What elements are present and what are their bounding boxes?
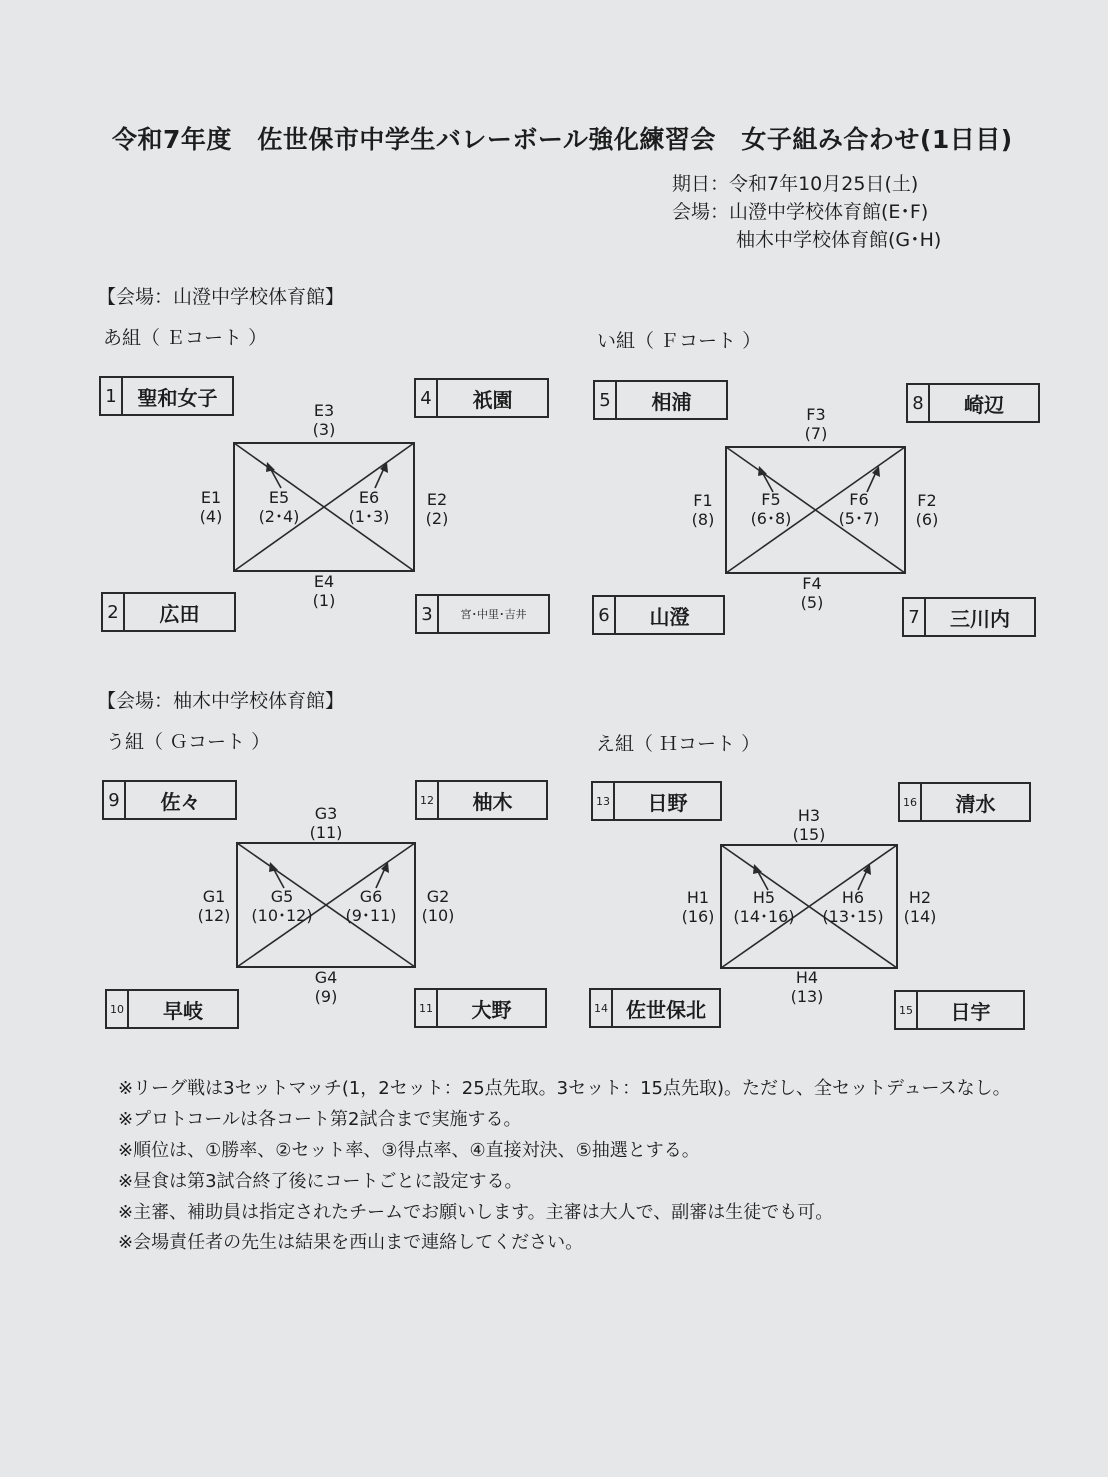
referee-team: (3) xyxy=(312,420,336,439)
referee-team: (1) xyxy=(312,591,336,610)
referee-team: (9) xyxy=(314,987,338,1006)
team-name: 佐々 xyxy=(160,789,201,814)
team-number: 8 xyxy=(908,385,930,421)
match-code: H1 xyxy=(686,888,710,907)
team-box xyxy=(102,780,237,820)
referee-team: (13) xyxy=(790,987,824,1006)
team-name: 聖和女子 xyxy=(137,385,218,410)
referee-team: (9･11) xyxy=(345,906,397,925)
team-number: 4 xyxy=(416,380,438,416)
match-code: E4 xyxy=(313,572,335,591)
team-box xyxy=(902,597,1036,637)
team-name: 清水 xyxy=(955,791,996,816)
team-name: 柚木 xyxy=(472,789,513,814)
match-code: F1 xyxy=(693,491,713,510)
referee-team: (1･3) xyxy=(348,507,390,526)
referee-team: (10) xyxy=(421,906,455,925)
team-name: 広田 xyxy=(159,601,200,626)
match-code: H2 xyxy=(908,888,932,907)
team-number: 13 xyxy=(593,783,615,819)
match-code: G4 xyxy=(314,968,338,987)
court-diagram-h xyxy=(681,806,937,1006)
match-code: E5 xyxy=(268,488,290,507)
match-code: H4 xyxy=(795,968,819,987)
team-number: 16 xyxy=(900,784,922,820)
team-number: 2 xyxy=(103,594,125,630)
team-name: 相浦 xyxy=(651,389,692,414)
court-diagram-g xyxy=(197,804,455,1006)
team-number: 5 xyxy=(595,382,617,418)
match-code: G2 xyxy=(426,887,450,906)
referee-team: (6) xyxy=(915,510,939,529)
team-box xyxy=(415,780,548,820)
venue-heading-yamazumi: 【会場：山澄中学校体育館】 xyxy=(97,286,345,308)
note-line: ※リーグ戦は3セットマッチ(1，2セット：25点先取。3セット：15点先取)。ただし、全セットデュースなし。 xyxy=(118,1078,1011,1099)
match-code: G6 xyxy=(359,887,383,906)
team-box xyxy=(414,988,547,1028)
team-box xyxy=(593,380,728,420)
referee-team: (13･15) xyxy=(822,907,884,926)
group-label-e: え組（ Ｈコート ） xyxy=(596,733,761,755)
referee-team: (6･8) xyxy=(750,509,792,528)
document-title: 令和7年度 佐世保市中学生バレーボール強化練習会 女子組み合わせ(1日目) xyxy=(112,125,1013,154)
team-number: 1 xyxy=(101,378,123,414)
team-number: 15 xyxy=(896,992,918,1028)
venue-heading-yunoki: 【会場：柚木中学校体育館】 xyxy=(97,690,345,712)
team-number: 6 xyxy=(594,597,616,633)
team-number: 12 xyxy=(417,782,439,818)
team-name: 宮･中里･吉井 xyxy=(460,608,527,621)
referee-team: (14) xyxy=(903,907,937,926)
referee-team: (12) xyxy=(197,906,231,925)
group-label-i: い組（ Ｆコート ） xyxy=(597,330,762,352)
referee-team: (10･12) xyxy=(251,906,313,925)
referee-team: (14･16) xyxy=(733,907,795,926)
team-box xyxy=(415,594,550,634)
referee-team: (5･7) xyxy=(838,509,880,528)
referee-team: (8) xyxy=(691,510,715,529)
court-diagram-e xyxy=(199,401,449,610)
team-box xyxy=(589,988,721,1028)
team-box xyxy=(898,782,1031,822)
note-line: ※会場責任者の先生は結果を西山まで連絡してください。 xyxy=(118,1232,584,1253)
match-code: H3 xyxy=(797,806,821,825)
match-code: H6 xyxy=(841,888,865,907)
match-code: F5 xyxy=(761,490,781,509)
referee-team: (15) xyxy=(792,825,826,844)
referee-team: (11) xyxy=(309,823,343,842)
match-code: F4 xyxy=(802,574,822,593)
court-diagram-f xyxy=(691,405,939,612)
referee-team: (4) xyxy=(199,507,223,526)
match-code: G1 xyxy=(202,887,226,906)
team-number: 9 xyxy=(104,782,126,818)
team-box xyxy=(592,595,725,635)
team-name: 佐世保北 xyxy=(626,997,706,1022)
match-code: E3 xyxy=(313,401,335,420)
match-code: H5 xyxy=(752,888,776,907)
team-box xyxy=(591,781,722,821)
match-code: G5 xyxy=(270,887,294,906)
match-code: E1 xyxy=(200,488,222,507)
team-name: 早岐 xyxy=(163,998,203,1023)
match-code: E6 xyxy=(358,488,380,507)
team-number: 10 xyxy=(107,991,129,1027)
team-name: 山澄 xyxy=(649,604,690,629)
team-box xyxy=(105,989,239,1029)
group-label-u: う組（ Ｇコート ） xyxy=(106,731,271,753)
team-name: 崎辺 xyxy=(964,392,1004,417)
team-number: 11 xyxy=(416,990,438,1026)
venue-line-2: 柚木中学校体育館(G･H) xyxy=(736,229,942,251)
team-number: 3 xyxy=(417,596,439,632)
group-label-a: あ組（ Ｅコート ） xyxy=(103,327,268,349)
team-number: 7 xyxy=(904,599,926,635)
match-code: F2 xyxy=(917,491,937,510)
team-box xyxy=(414,378,549,418)
match-code: G3 xyxy=(314,804,338,823)
note-line: ※プロトコールは各コート第2試合まで実施する。 xyxy=(118,1109,522,1130)
team-number: 14 xyxy=(591,990,613,1026)
match-code: F3 xyxy=(806,405,826,424)
note-line: ※昼食は第3試合終了後にコートごとに設定する。 xyxy=(118,1171,523,1192)
referee-team: (2) xyxy=(425,509,449,528)
team-name: 祇園 xyxy=(472,387,513,412)
team-name: 日野 xyxy=(647,790,688,815)
team-name: 大野 xyxy=(471,997,512,1022)
team-box xyxy=(99,376,234,416)
team-box xyxy=(101,592,236,632)
team-box xyxy=(894,990,1025,1030)
team-name: 日宇 xyxy=(950,999,991,1024)
venue-line-1: 会場：山澄中学校体育館(E･F) xyxy=(672,201,929,223)
match-code: E2 xyxy=(426,490,448,509)
referee-team: (5) xyxy=(800,593,824,612)
referee-team: (16) xyxy=(681,907,715,926)
referee-team: (2･4) xyxy=(258,507,300,526)
event-date: 期日：令和7年10月25日(土) xyxy=(672,173,919,195)
note-line: ※主審、補助員は指定されたチームでお願いします。主審は大人で、副審は生徒でも可。 xyxy=(118,1202,834,1223)
referee-team: (7) xyxy=(804,424,828,443)
match-code: F6 xyxy=(849,490,869,509)
team-box xyxy=(906,383,1040,423)
note-line: ※順位は、①勝率、②セット率、③得点率、④直接対決、⑤抽選とする。 xyxy=(118,1140,700,1161)
team-name: 三川内 xyxy=(950,606,1010,631)
